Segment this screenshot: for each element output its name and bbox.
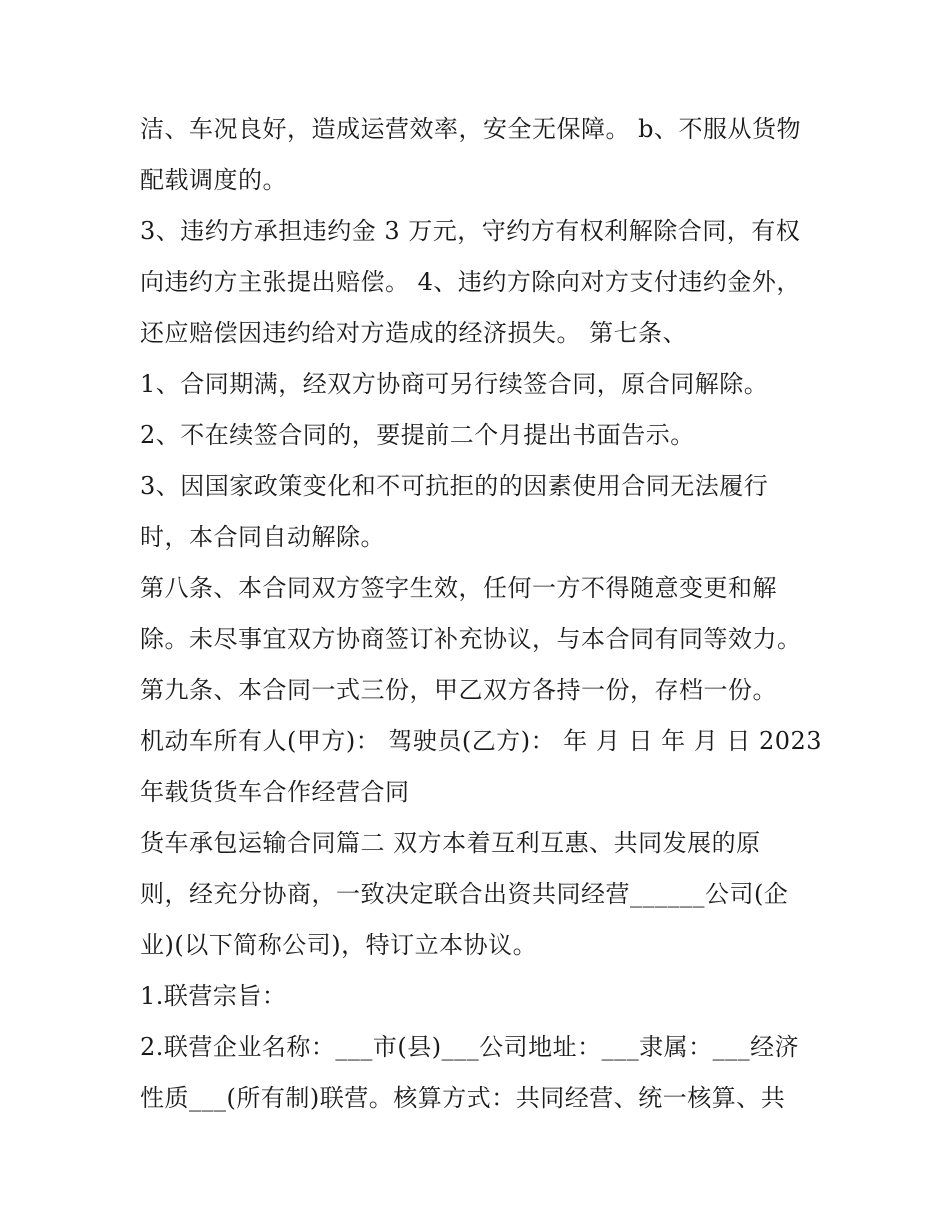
text-line: 则，经充分协商，一致决定联合出资共同经营______公司(企 — [140, 880, 789, 908]
text-line: 还应赔偿因违约给对方造成的经济损失。 第七条、 — [140, 319, 688, 347]
text-line: 3、违约方承担违约金 3 万元，守约方有权利解除合同，有权 — [140, 217, 801, 245]
text-line: 1、合同期满，经双方协商可另行续签合同，原合同解除。 — [140, 370, 769, 398]
text-line: 机动车所有人(甲方)： 驾驶员(乙方)： 年 月 日 年 月 日 2023 — [140, 727, 823, 755]
text-line: 性质___(所有制)联营。核算方式：共同经营、统一核算、共 — [140, 1084, 786, 1112]
text-line: 洁、车况良好，造成运营效率，安全无保障。 b、不服从货物 — [140, 115, 801, 143]
text-line: 2、不在续签合同的，要提前二个月提出书面告示。 — [140, 421, 695, 449]
text-line: 1.联营宗旨： — [140, 982, 287, 1010]
text-line: 业)(以下简称公司)，特订立本协议。 — [140, 931, 538, 959]
text-line: 配载调度的。 — [140, 166, 287, 194]
text-line: 第九条、本合同一式三份，甲乙双方各持一份，存档一份。 — [140, 676, 777, 704]
text-line: 年载货货车合作经营合同 — [140, 778, 410, 806]
text-line: 3、因国家政策变化和不可抗拒的的因素使用合同无法履行 — [140, 472, 769, 500]
text-line: 第八条、本合同双方签字生效，任何一方不得随意变更和解 — [140, 574, 777, 602]
text-line: 除。未尽事宜双方协商签订补充协议，与本合同有同等效力。 — [140, 625, 802, 653]
text-line: 向违约方主张提出赔偿。 4、违约方除向对方支付违约金外， — [140, 268, 801, 296]
document-body — [140, 104, 823, 1124]
text-line: 时，本合同自动解除。 — [140, 523, 385, 551]
text-line: 2.联营企业名称：___市(县)___公司地址：___隶属：___经济 — [140, 1033, 800, 1061]
text-line: 货车承包运输合同篇二 双方本着互利互惠、共同发展的原 — [140, 829, 761, 857]
